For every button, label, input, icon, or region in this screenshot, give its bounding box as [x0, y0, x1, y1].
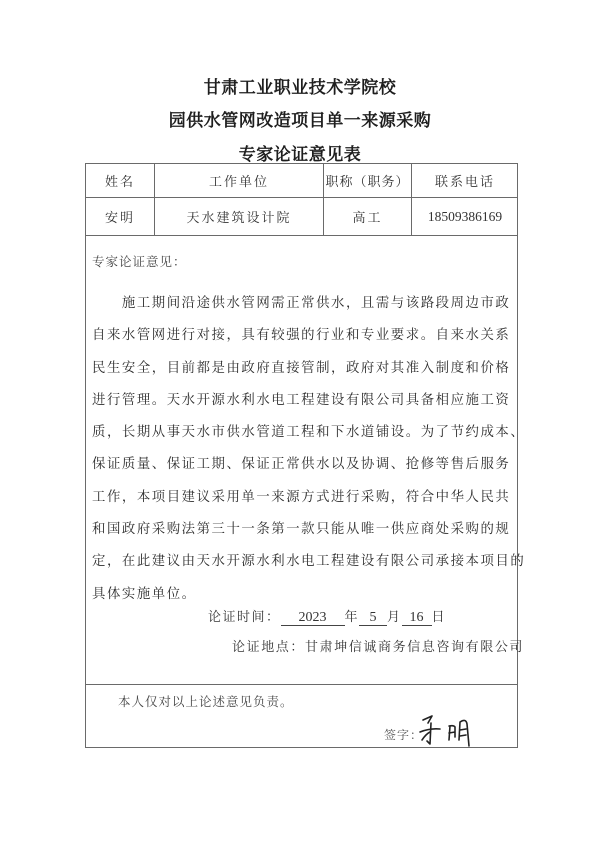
- disclaimer-text: 本人仅对以上论述意见负责。: [118, 694, 294, 709]
- place-value: 甘肃坤信诚商务信息咨询有限公司: [305, 640, 525, 655]
- opinion-line: 具体实施单位。: [92, 586, 197, 602]
- cell-phone: 18509386169: [427, 208, 503, 224]
- month-suffix: 月: [387, 610, 402, 625]
- date-label: 论证时间：: [208, 610, 281, 625]
- cell-work-unit: 天水建筑设计院: [186, 211, 292, 226]
- date-day: 16: [402, 610, 432, 626]
- opinion-line: 施工期间沿途供水管网需正常供水，且需与该路段周边市政: [92, 296, 511, 311]
- opinion-line: 保证质量、保证工期、保证正常供水以及协调、抢修等售后服务: [92, 457, 511, 473]
- opinion-text: [92, 288, 526, 611]
- date-month: 5: [359, 610, 387, 626]
- header-work-unit: 工作单位: [208, 175, 269, 190]
- handwritten-signature-icon: [418, 710, 478, 754]
- title-line-3: 专家论证意见表: [238, 145, 362, 165]
- date-line: [208, 606, 446, 626]
- year-suffix: 年: [344, 610, 360, 625]
- cell-name: 安明: [104, 211, 135, 226]
- row-divider-data: [85, 235, 518, 236]
- header-title: 职称（职务）: [325, 175, 410, 190]
- header-phone: 联系电话: [434, 175, 495, 190]
- date-year: 2023: [281, 610, 345, 626]
- opinion-label: 专家论证意见：: [92, 254, 187, 269]
- title-line-1: 甘肃工业职业技术学院校: [203, 78, 397, 98]
- opinion-line: 自来水管网进行对接，具有较强的行业和专业要求。自来水关系: [92, 328, 511, 344]
- place-label: 论证地点：: [232, 640, 306, 655]
- opinion-line: 工作，本项目建议采用单一来源方式进行采购，符合中华人民共: [92, 489, 511, 505]
- cell-title: 高工: [352, 211, 383, 226]
- opinion-line: 和国政府采购法第三十一条第一款只能从唯一供应商处采购的规: [92, 522, 511, 538]
- place-line: [232, 636, 524, 655]
- signature-label: 签字：: [384, 728, 424, 742]
- day-suffix: 日: [431, 610, 447, 625]
- opinion-line: 质，长期从事天水市供水管道工程和下水道铺设。为了节约成本、: [92, 425, 526, 441]
- opinion-line: 民生安全，目前都是由政府直接管制，政府对其准入制度和价格: [92, 360, 511, 376]
- header-name: 姓名: [104, 175, 135, 190]
- row-divider-opinion: [85, 684, 518, 685]
- opinion-line: 定，在此建议由天水开源水利水电工程建设有限公司承接本项目的: [92, 554, 526, 570]
- opinion-line: 进行管理。天水开源水利水电工程建设有限公司具备相应施工资: [92, 392, 511, 408]
- title-line-2: 园供水管网改造项目单一来源采购: [168, 111, 432, 131]
